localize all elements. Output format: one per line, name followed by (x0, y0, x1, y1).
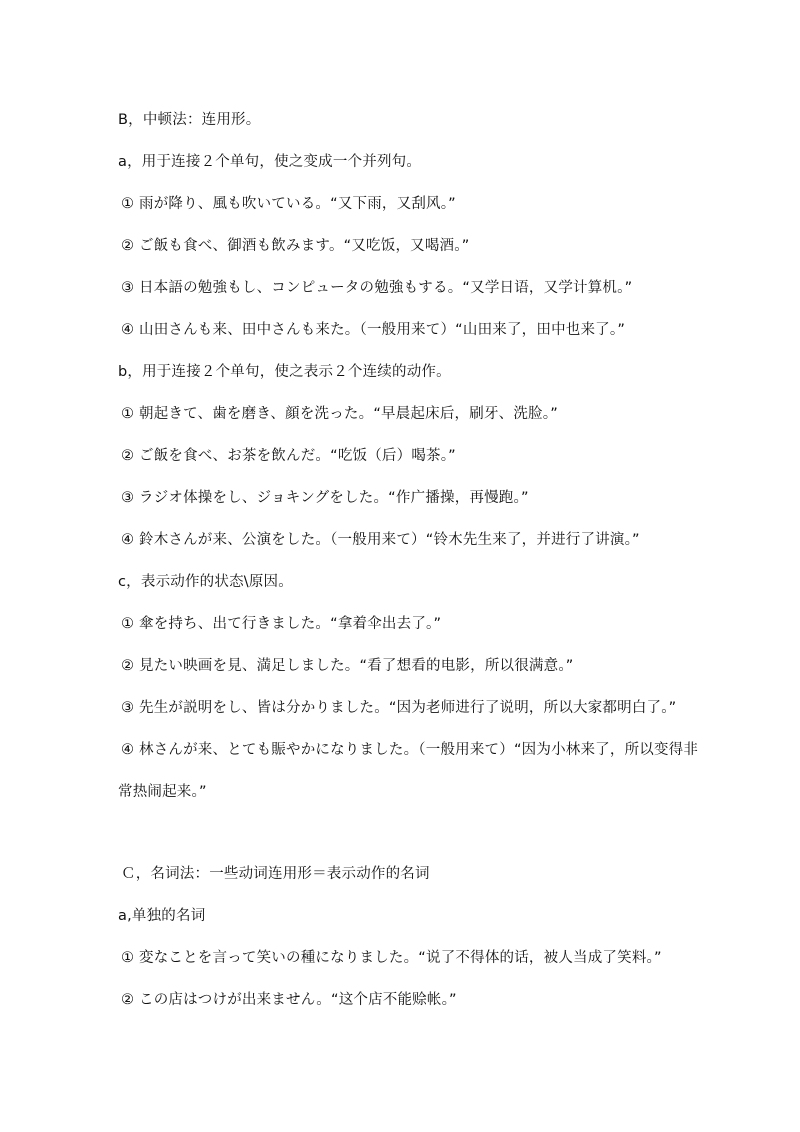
example-line: ④ 山田さんも来、田中さんも来た。（一般用来て）“山田来了，田中也来了。” (121, 322, 626, 338)
example-line: ② 見たい映画を見、満足しました。“看了想看的电影，所以很满意。” (121, 658, 574, 674)
section-b-heading: B，中顿法：连用形。 (118, 112, 261, 128)
example-line: ① 朝起きて、歯を磨き、顔を洗った。“早晨起床后，刷牙、洗脸。” (121, 406, 558, 422)
example-line: ② この店はつけが出来ません。“这个店不能赊帐。” (121, 992, 457, 1008)
subsection-a-heading: a，用于连接２个单句，使之变成一个并列句。 (118, 154, 422, 170)
example-line: ① 変なことを言って笑いの種になりました。“说了不得体的话，被人当成了笑料。” (121, 950, 662, 966)
example-line: ② ご飯も食べ、御酒も飲みます。“又吃饭，又喝酒。” (121, 238, 470, 254)
subsection-c-heading: c，表示动作的状态\原因。 (118, 574, 293, 590)
example-line: ③ 先生が説明をし、皆は分かりました。“因为老师进行了说明，所以大家都明白了。” (121, 700, 677, 716)
example-line: ③ ラジオ体操をし、ジョキングをした。“作广播操，再慢跑。” (121, 490, 529, 506)
example-line: ① 傘を持ち、出て行きました。“拿着伞出去了。” (121, 616, 442, 632)
example-line: ④ 鈴木さんが来、公演をした。（一般用来て）“铃木先生来了，并进行了讲演。” (121, 532, 640, 548)
example-line: ② ご飯を食べ、お茶を飲んだ。“吃饭（后）喝茶。” (121, 448, 456, 464)
example-line: ④ 林さんが来、とても賑やかになりました。（一般用来て）“因为小林来了，所以变得非 (121, 742, 699, 758)
section-c-heading: Ｃ，名词法：一些动词连用形＝表示动作的名词 (121, 866, 430, 882)
subsection-b-heading: b，用于连接２个单句，使之表示２个连续的动作。 (118, 364, 451, 380)
example-line-continuation: 常热闹起来。” (118, 784, 207, 800)
example-line: ③ 日本語の勉強もし、コンピュータの勉強もする。“又学日语，又学计算机。” (121, 280, 633, 296)
example-line: ① 雨が降り、風も吹いている。“又下雨，又刮风。” (121, 196, 456, 212)
subsection-a-heading: a,单独的名词 (118, 908, 206, 924)
